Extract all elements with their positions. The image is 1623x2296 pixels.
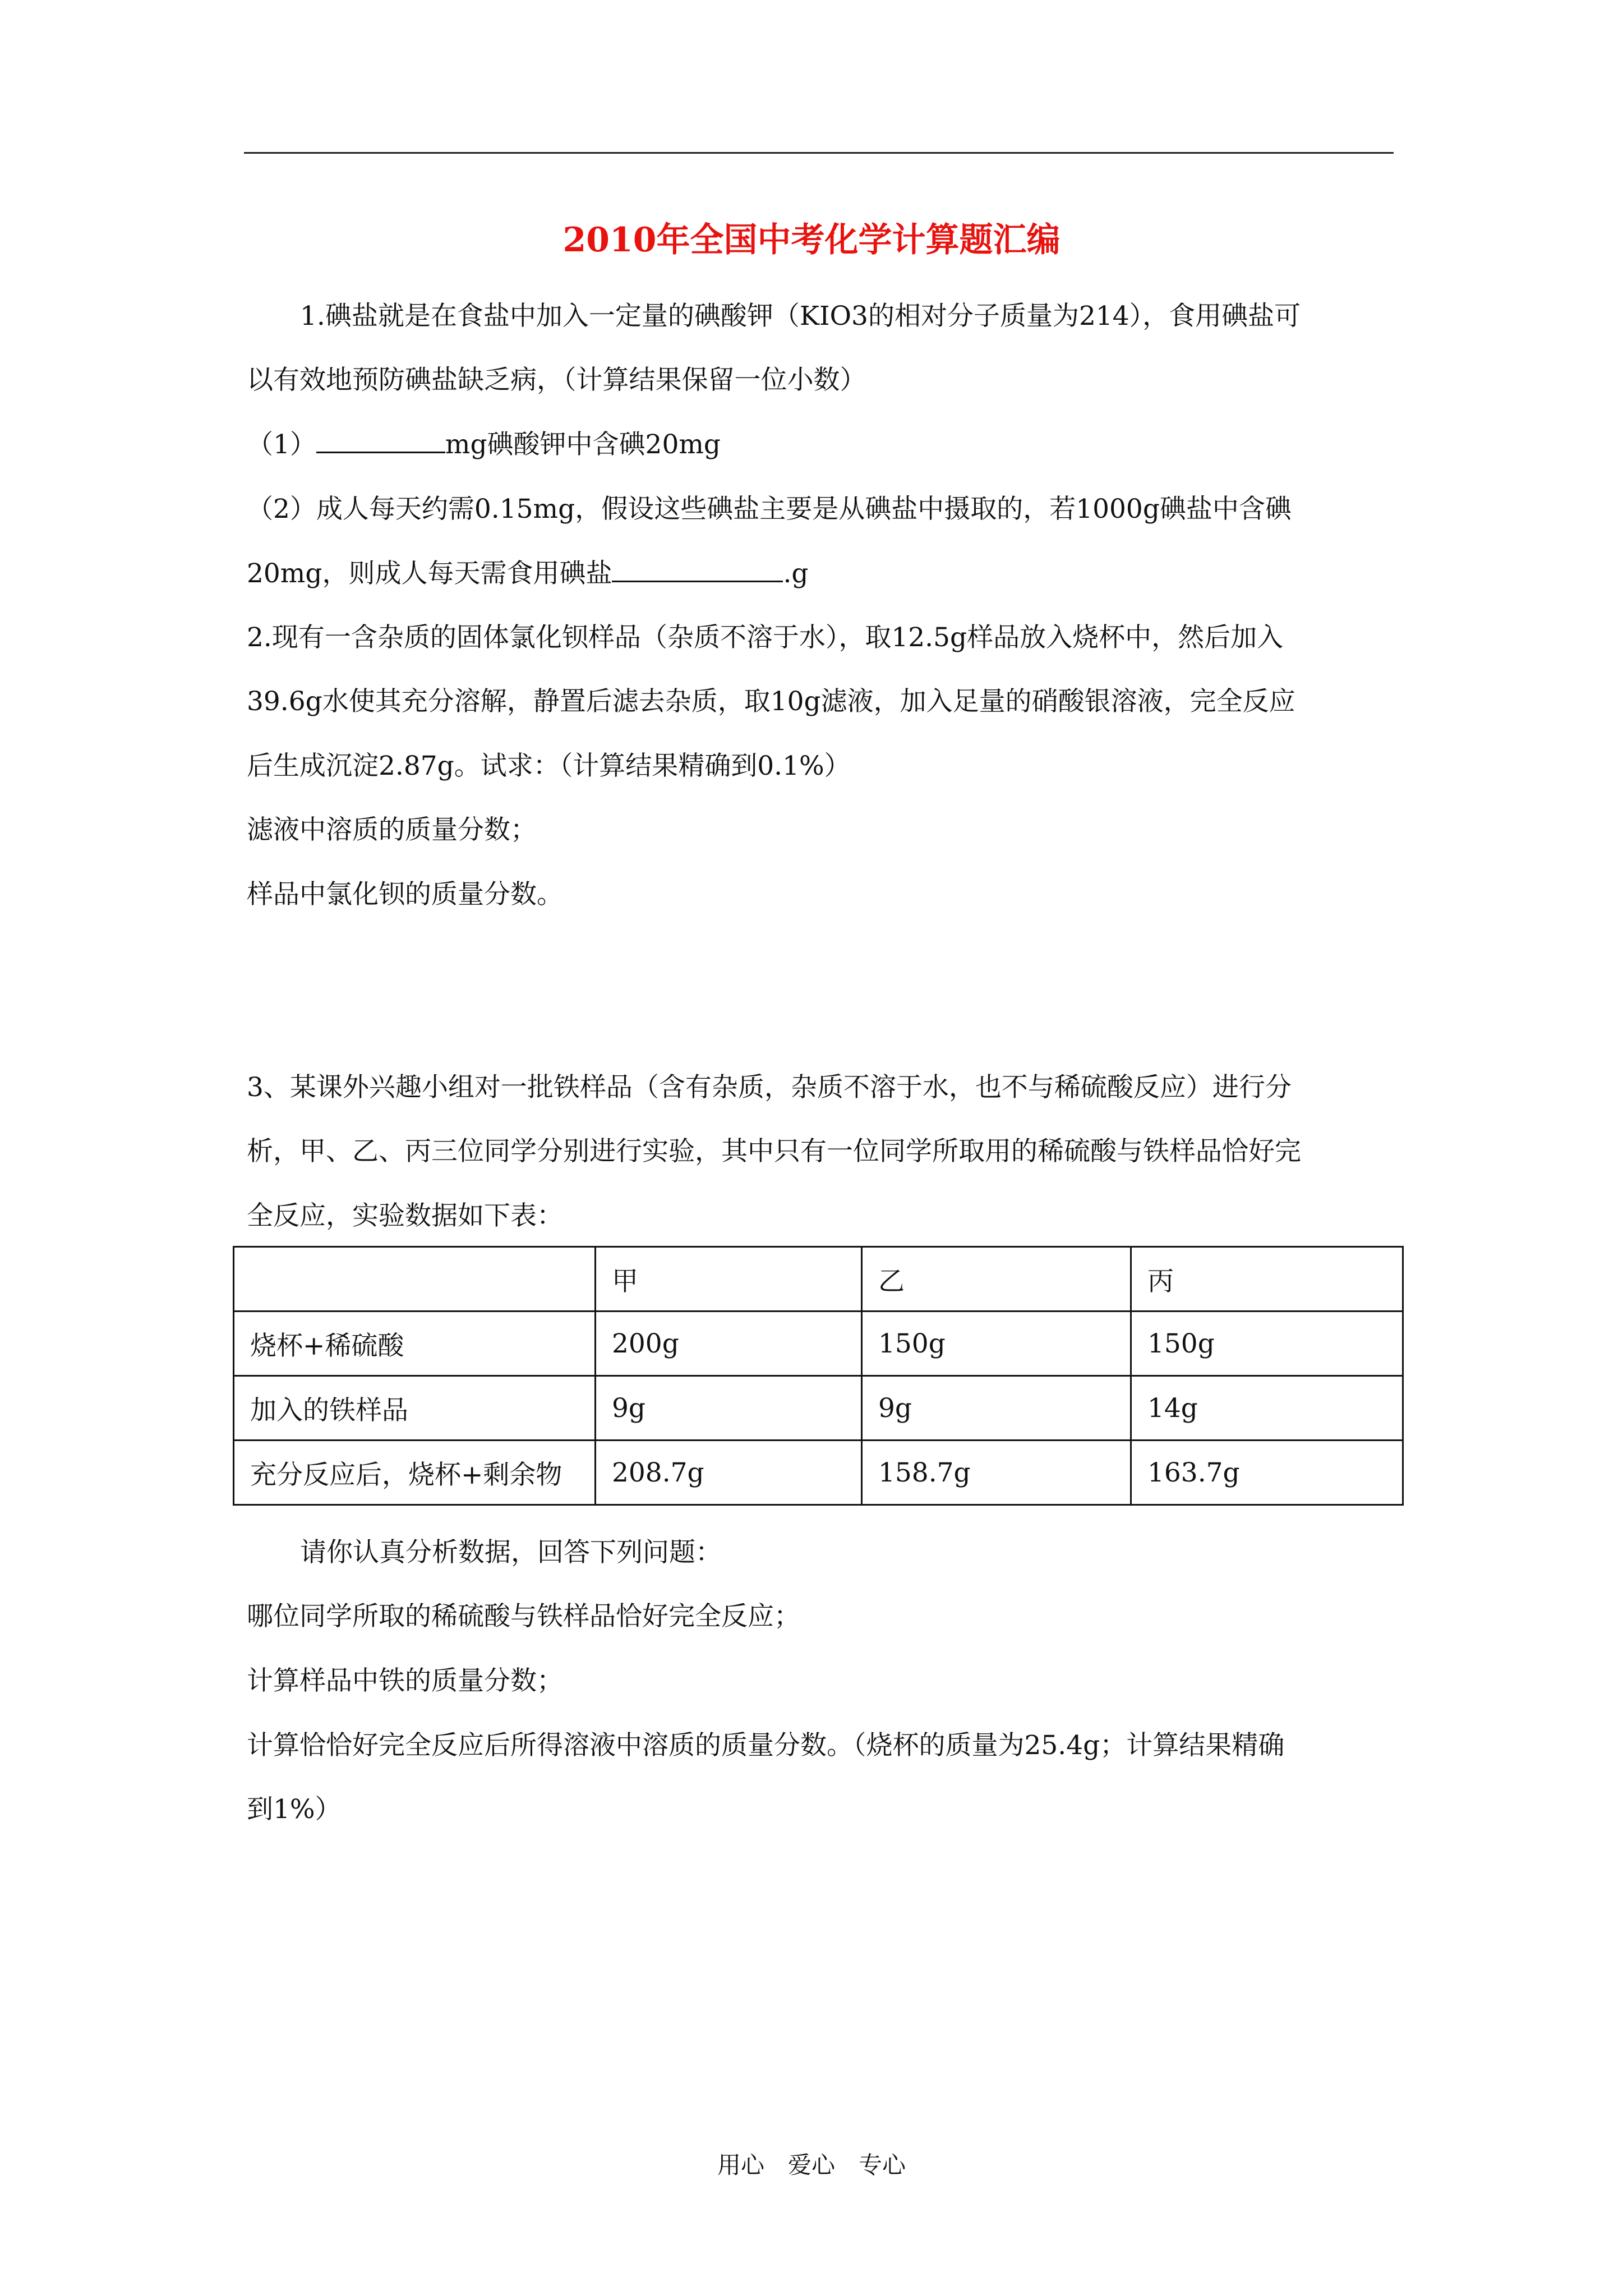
q1-part-2-suffix: .g bbox=[783, 558, 809, 589]
q3-line-1: 3、某课外兴趣小组对一批铁样品（含有杂质，杂质不溶于水，也不与稀硫酸反应）进行分 bbox=[247, 1072, 1292, 1103]
q3-subquestion-3-line-2: 到1%） bbox=[247, 1794, 342, 1825]
table-row bbox=[234, 1376, 1403, 1441]
table-cell: 208.7g bbox=[596, 1441, 862, 1505]
table-header-cell: 乙 bbox=[862, 1247, 1131, 1312]
document-title: 2010年全国中考化学计算题汇编 bbox=[562, 220, 1061, 260]
table-row bbox=[234, 1312, 1403, 1376]
table-cell: 9g bbox=[596, 1376, 862, 1441]
table-row bbox=[234, 1441, 1403, 1505]
q2-line-1: 2.现有一含杂质的固体氯化钡样品（杂质不溶于水），取12.5g样品放入烧杯中，然后加入 bbox=[247, 622, 1284, 653]
q3-subquestion-3-line-1: 计算恰恰好完全反应后所得溶液中溶质的质量分数。（烧杯的质量为25.4g；计算结果精确 bbox=[247, 1730, 1285, 1761]
q1-part-1-suffix: mg碘酸钾中含碘20mg bbox=[445, 429, 721, 460]
q1-part-2-prefix: 20mg，则成人每天需食用碘盐 bbox=[247, 558, 612, 589]
table-cell: 158.7g bbox=[862, 1441, 1131, 1505]
answer-blank-2[interactable] bbox=[612, 558, 783, 582]
experiment-data-table bbox=[233, 1246, 1404, 1506]
q2-subquestion-2: 样品中氯化钡的质量分数。 bbox=[247, 879, 563, 910]
q3-subquestion-1: 哪位同学所取的稀硫酸与铁样品恰好完全反应； bbox=[247, 1601, 800, 1632]
table-row-label: 烧杯+稀硫酸 bbox=[234, 1312, 596, 1376]
table-cell: 9g bbox=[862, 1376, 1131, 1441]
table-header-cell: 丙 bbox=[1131, 1247, 1403, 1312]
q1-line-2: 以有效地预防碘盐缺乏病，（计算结果保留一位小数） bbox=[247, 365, 866, 395]
table-header-cell: 甲 bbox=[596, 1247, 862, 1312]
table-header-row bbox=[234, 1247, 1403, 1312]
table-cell: 200g bbox=[596, 1312, 862, 1376]
q2-line-2: 39.6g水使其充分溶解，静置后滤去杂质，取10g滤液，加入足量的硝酸银溶液，完全反应 bbox=[247, 686, 1295, 717]
table-cell: 14g bbox=[1131, 1376, 1403, 1441]
table-cell: 150g bbox=[1131, 1312, 1403, 1376]
answer-blank-1[interactable] bbox=[316, 429, 445, 453]
q3-line-2: 析，甲、乙、丙三位同学分别进行实验，其中只有一位同学所取用的稀硫酸与铁样品恰好完 bbox=[247, 1136, 1301, 1167]
table-cell: 150g bbox=[862, 1312, 1131, 1376]
q3-subquestion-2: 计算样品中铁的质量分数； bbox=[247, 1665, 563, 1696]
q1-line-1: 1.碘盐就是在食盐中加入一定量的碘酸钾（KIO3的相对分子质量为214），食用碘盐可 bbox=[300, 301, 1301, 332]
q1-part-1 bbox=[247, 427, 721, 462]
q3-after-table: 请你认真分析数据，回答下列问题： bbox=[300, 1537, 722, 1568]
q2-subquestion-1: 滤液中溶质的质量分数； bbox=[247, 815, 537, 845]
table-header-cell bbox=[234, 1247, 596, 1312]
q2-line-3: 后生成沉淀2.87g。试求：（计算结果精确到0.1%） bbox=[247, 751, 851, 781]
table-row-label: 加入的铁样品 bbox=[234, 1376, 596, 1441]
q1-part-1-prefix: （1） bbox=[247, 429, 316, 460]
table-cell: 163.7g bbox=[1131, 1441, 1403, 1505]
q3-line-3: 全反应，实验数据如下表： bbox=[247, 1200, 563, 1231]
table-row-label: 充分反应后，烧杯+剩余物 bbox=[234, 1441, 596, 1505]
q1-part-2-line-1: （2）成人每天约需0.15mg，假设这些碘盐主要是从碘盐中摄取的，若1000g碘盐中含碘 bbox=[247, 494, 1292, 524]
q1-part-2-line-2 bbox=[247, 556, 809, 591]
header-rule bbox=[244, 152, 1394, 154]
page-footer: 用心 爱心 专心 bbox=[717, 2151, 906, 2179]
